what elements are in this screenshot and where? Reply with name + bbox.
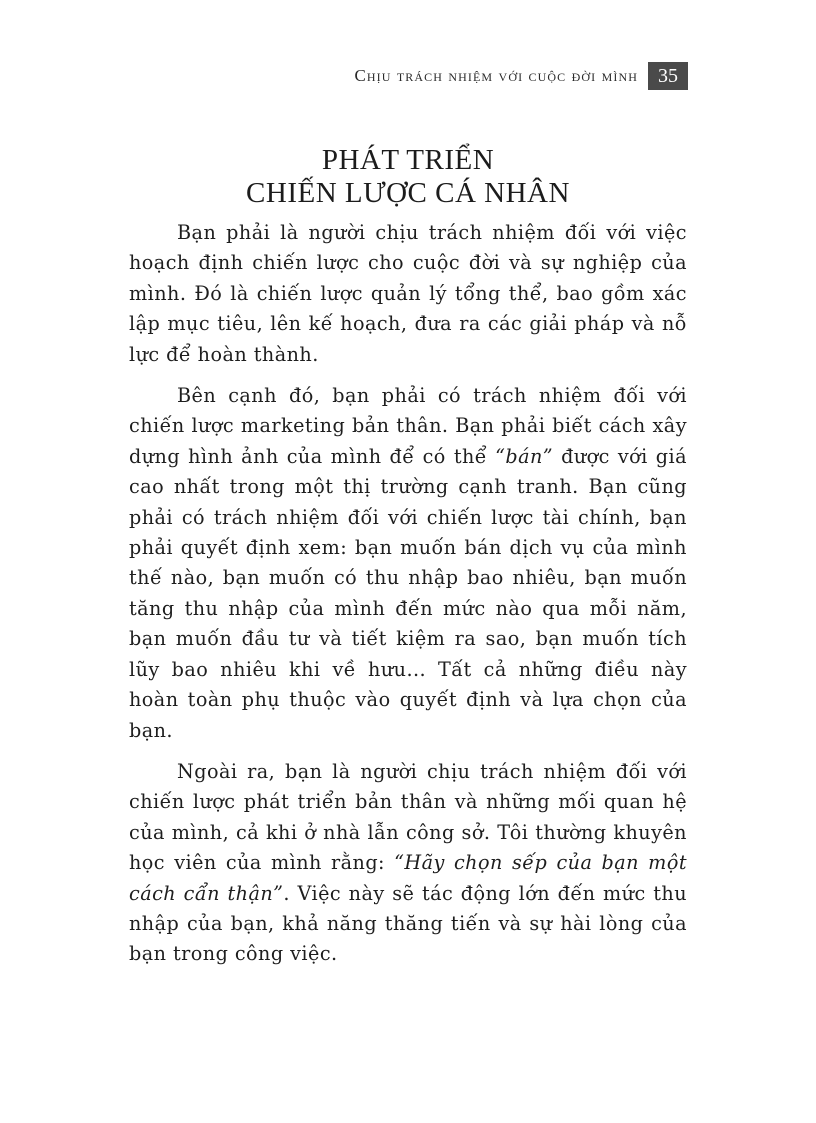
section-title-line-1: PHÁT TRIỂN bbox=[321, 144, 495, 176]
paragraph-3 bbox=[129, 757, 687, 970]
running-title: Chịu trách nhiệm với cuộc đời mình bbox=[354, 66, 638, 85]
paragraph-1-text: Bạn phải là người chịu trách nhiệm đối với việc hoạch định chiến lược cho cuộc đời và sự nghiệp của mình. Đó là chiến lược quản lý tổng thể, bao gồm xác lập mục tiêu, lên kế hoạch, đưa ra các giải pháp và nỗ lực để hoàn thành. bbox=[129, 221, 687, 366]
paragraph-2-text-before: Bên cạnh đó, bạn phải có trách nhiệm đối với chiến lược marketing bản thân. Bạn phải biết cách xây dựng hình ảnh của mình để có thể bbox=[129, 384, 687, 468]
paragraph-2 bbox=[129, 381, 687, 746]
paragraph-1 bbox=[129, 218, 687, 370]
paragraph-3-emphasis: “Hãy chọn sếp của bạn một cách cẩn thận” bbox=[129, 851, 687, 905]
page-number: 35 bbox=[648, 62, 688, 90]
section-title bbox=[0, 144, 816, 210]
running-header bbox=[354, 62, 688, 90]
paragraph-2-text-after: được với giá cao nhất trong một thị trường cạnh tranh. Bạn cũng phải có trách nhiệm đối với chiến lược tài chính, bạn phải quyết định xem: bạn muốn bán dịch vụ của mình thế nào, bạn muốn có thu nhập bao nhiêu, bạn muốn tăng thu nhập của mình đến mức nào qua mỗi năm, bạn muốn đầu tư và tiết kiệm ra sao, bạn muốn tích lũy bao nhiêu khi về hưu... Tất cả những điều này hoàn toàn phụ thuộc vào quyết định và lựa chọn của bạn. bbox=[129, 444, 687, 742]
paragraph-3-text-after: . Việc này sẽ tác động lớn đến mức thu nhập của bạn, khả năng thăng tiến và sự hài lòng của bạn trong công việc. bbox=[129, 881, 687, 966]
body-text bbox=[129, 218, 687, 981]
section-title-line-2: CHIẾN LƯỢC CÁ NHÂN bbox=[246, 177, 570, 209]
paragraph-3-text-before: Ngoài ra, bạn là người chịu trách nhiệm đối với chiến lược phát triển bản thân và những mối quan hệ của mình, cả khi ở nhà lẫn công sở. Tôi thường khuyên học viên của mình rằng: bbox=[129, 759, 687, 875]
paragraph-2-emphasis: “bán” bbox=[495, 444, 554, 468]
